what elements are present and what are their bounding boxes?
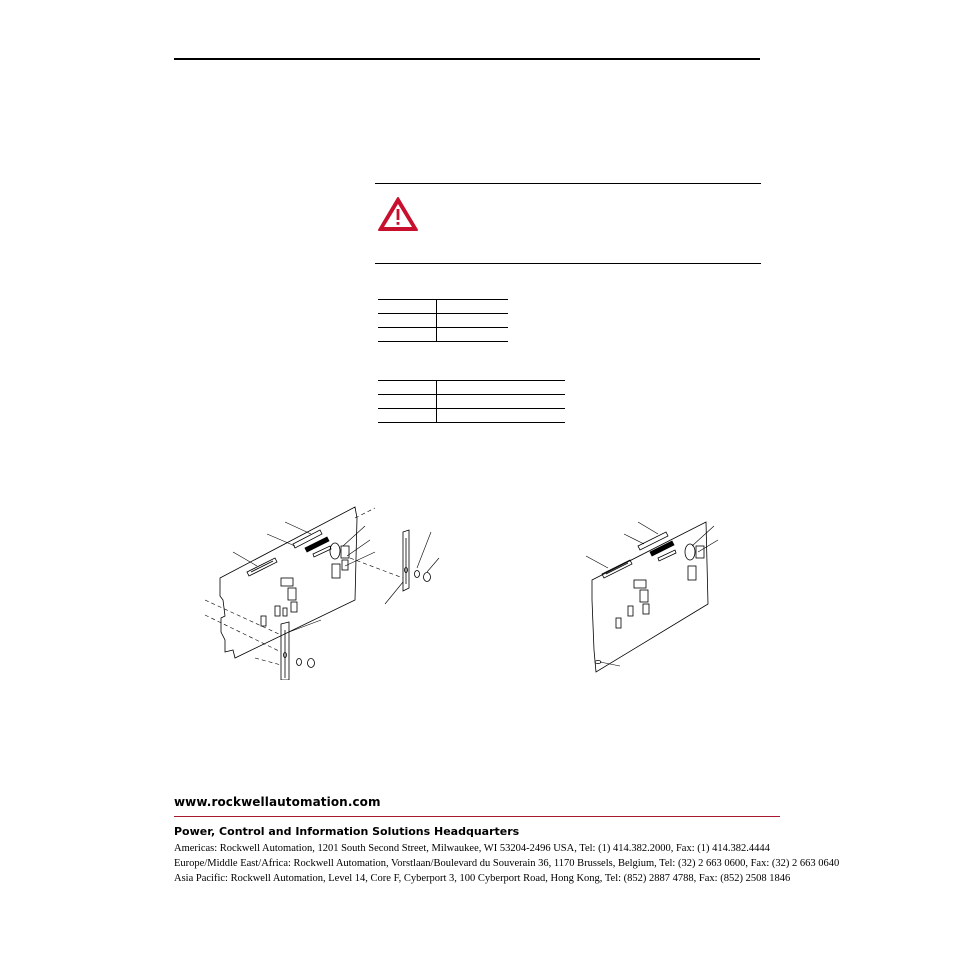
circuit-board xyxy=(592,522,708,672)
attention-top-rule xyxy=(375,183,761,184)
table-row xyxy=(378,300,508,314)
address-americas: Americas: Rockwell Automation, 1201 South Second Street, Milwaukee, WI 53204-2496 USA, Tel: (1) 414.382.2000, Fax: (1) 414.382.4444 xyxy=(174,843,770,854)
board-with-brackets-figure xyxy=(195,500,445,680)
table-row xyxy=(378,409,565,423)
website-url: www.rockwellautomation.com xyxy=(174,795,381,809)
table-row xyxy=(378,328,508,342)
address-asia-pacific: Asia Pacific: Rockwell Automation, Level 14, Core F, Cyberport 3, 100 Cyberport Road, Hong Kong, Tel: (852) 2887 4788, Fax: (852) 2508 1846 xyxy=(174,873,791,884)
footer-rule xyxy=(174,816,780,817)
board-figure xyxy=(580,500,750,680)
headquarters-title: Power, Control and Information Solutions Headquarters xyxy=(174,825,520,838)
attention-bottom-rule xyxy=(375,263,761,264)
spec-table-2 xyxy=(378,380,565,423)
table-row xyxy=(378,314,508,328)
table-row xyxy=(378,381,565,395)
address-emea: Europe/Middle East/Africa: Rockwell Automation, Vorstlaan/Boulevard du Souverain 36, 1170 Brussels, Belgium, Tel: (32) 2 663 0600, Fax: (32) 2 663 0640 xyxy=(174,858,840,869)
spec-table-1 xyxy=(378,299,508,342)
attention-triangle-icon xyxy=(377,196,419,232)
table-row xyxy=(378,395,565,409)
header-rule xyxy=(174,58,760,60)
circuit-board xyxy=(220,507,357,658)
